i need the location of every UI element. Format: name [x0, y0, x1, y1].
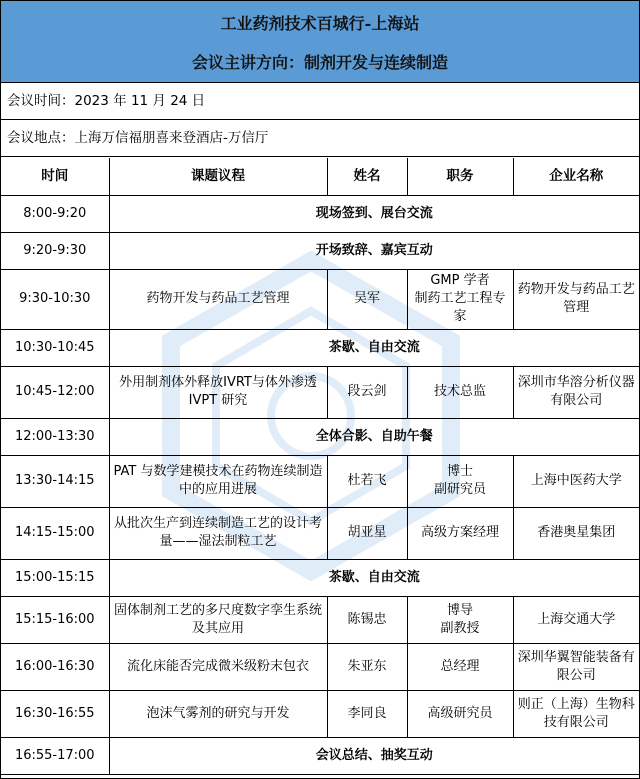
row-speaker-name: 陈锡忠 — [327, 596, 407, 643]
row-speaker-name: 胡亚星 — [327, 507, 407, 559]
row-time: 9:30-10:30 — [1, 269, 109, 329]
row-session: 会议总结、抽奖互动 — [109, 737, 639, 774]
table-row — [1, 559, 639, 596]
row-time: 10:30-10:45 — [1, 329, 109, 366]
row-topic: 流化床能否完成微米级粉末包衣 — [109, 643, 327, 690]
row-time: 16:30-16:55 — [1, 690, 109, 737]
row-speaker-name: 杜若飞 — [327, 455, 407, 507]
table-row — [1, 366, 639, 418]
table-header-row — [1, 158, 639, 195]
row-speaker-title: 博士 副研究员 — [407, 455, 513, 507]
event-subtitle: 会议主讲方向：制剂开发与连续制造 — [191, 53, 448, 72]
row-speaker-title: 高级方案经理 — [407, 507, 513, 559]
header-time: 时间 — [1, 158, 109, 195]
row-speaker-name: 李同良 — [327, 690, 407, 737]
agenda-header — [1, 1, 639, 83]
row-company: 则正（上海）生物科技有限公司 — [513, 690, 639, 737]
row-speaker-title: 高级研究员 — [407, 690, 513, 737]
row-company: 深圳华翼智能装备有限公司 — [513, 643, 639, 690]
row-topic: 固体制剂工艺的多尺度数字孪生系统及其应用 — [109, 596, 327, 643]
row-company: 药物开发与药品工艺管理 — [513, 269, 639, 329]
table-row — [1, 232, 639, 269]
row-speaker-title: 总经理 — [407, 643, 513, 690]
header-company: 企业名称 — [513, 158, 639, 195]
header-title: 职务 — [407, 158, 513, 195]
table-row — [1, 418, 639, 455]
row-company: 香港奥星集团 — [513, 507, 639, 559]
row-speaker-title: GMP 学者 制药工艺工程专家 — [407, 269, 513, 329]
meeting-venue: 会议地点：上海万信福朋喜来登酒店-万信厅 — [1, 120, 639, 157]
row-company: 深圳市华溶分析仪器有限公司 — [513, 366, 639, 418]
row-time: 16:00-16:30 — [1, 643, 109, 690]
row-time: 15:00-15:15 — [1, 559, 109, 596]
row-speaker-title: 技术总监 — [407, 366, 513, 418]
row-time: 13:30-14:15 — [1, 455, 109, 507]
row-company: 上海中医药大学 — [513, 455, 639, 507]
row-time: 16:55-17:00 — [1, 737, 109, 774]
row-time: 12:00-13:30 — [1, 418, 109, 455]
row-session: 茶歇、自由交流 — [109, 329, 639, 366]
row-time: 8:00-9:20 — [1, 195, 109, 232]
header-name: 姓名 — [327, 158, 407, 195]
row-session: 现场签到、展台交流 — [109, 195, 639, 232]
table-row — [1, 269, 639, 329]
meeting-date: 会议时间：2023 年 11 月 24 日 — [1, 83, 639, 120]
row-speaker-name: 朱亚东 — [327, 643, 407, 690]
schedule-table — [1, 158, 639, 775]
table-row — [1, 690, 639, 737]
row-time: 14:15-15:00 — [1, 507, 109, 559]
table-row — [1, 596, 639, 643]
row-topic: 泡沫气雾剂的研究与开发 — [109, 690, 327, 737]
table-row — [1, 737, 639, 774]
table-row — [1, 507, 639, 559]
row-session: 全体合影、自助午餐 — [109, 418, 639, 455]
table-row — [1, 643, 639, 690]
row-session: 开场致辞、嘉宾互动 — [109, 232, 639, 269]
table-row — [1, 329, 639, 366]
header-topic: 课题议程 — [109, 158, 327, 195]
row-company: 上海交通大学 — [513, 596, 639, 643]
event-title: 工业药剂技术百城行-上海站 — [220, 14, 420, 33]
row-time: 9:20-9:30 — [1, 232, 109, 269]
row-speaker-name: 吴军 — [327, 269, 407, 329]
row-time: 10:45-12:00 — [1, 366, 109, 418]
row-speaker-name: 段云剑 — [327, 366, 407, 418]
table-row — [1, 455, 639, 507]
row-topic: 外用制剂体外释放IVRT与体外渗透 IVPT 研究 — [109, 366, 327, 418]
row-topic: 药物开发与药品工艺管理 — [109, 269, 327, 329]
row-topic: PAT 与数学建模技术在药物连续制造中的应用进展 — [109, 455, 327, 507]
row-topic: 从批次生产到连续制造工艺的设计考量——湿法制粒工艺 — [109, 507, 327, 559]
row-speaker-title: 博导 副教授 — [407, 596, 513, 643]
row-time: 15:15-16:00 — [1, 596, 109, 643]
table-row — [1, 195, 639, 232]
row-session: 茶歇、自由交流 — [109, 559, 639, 596]
